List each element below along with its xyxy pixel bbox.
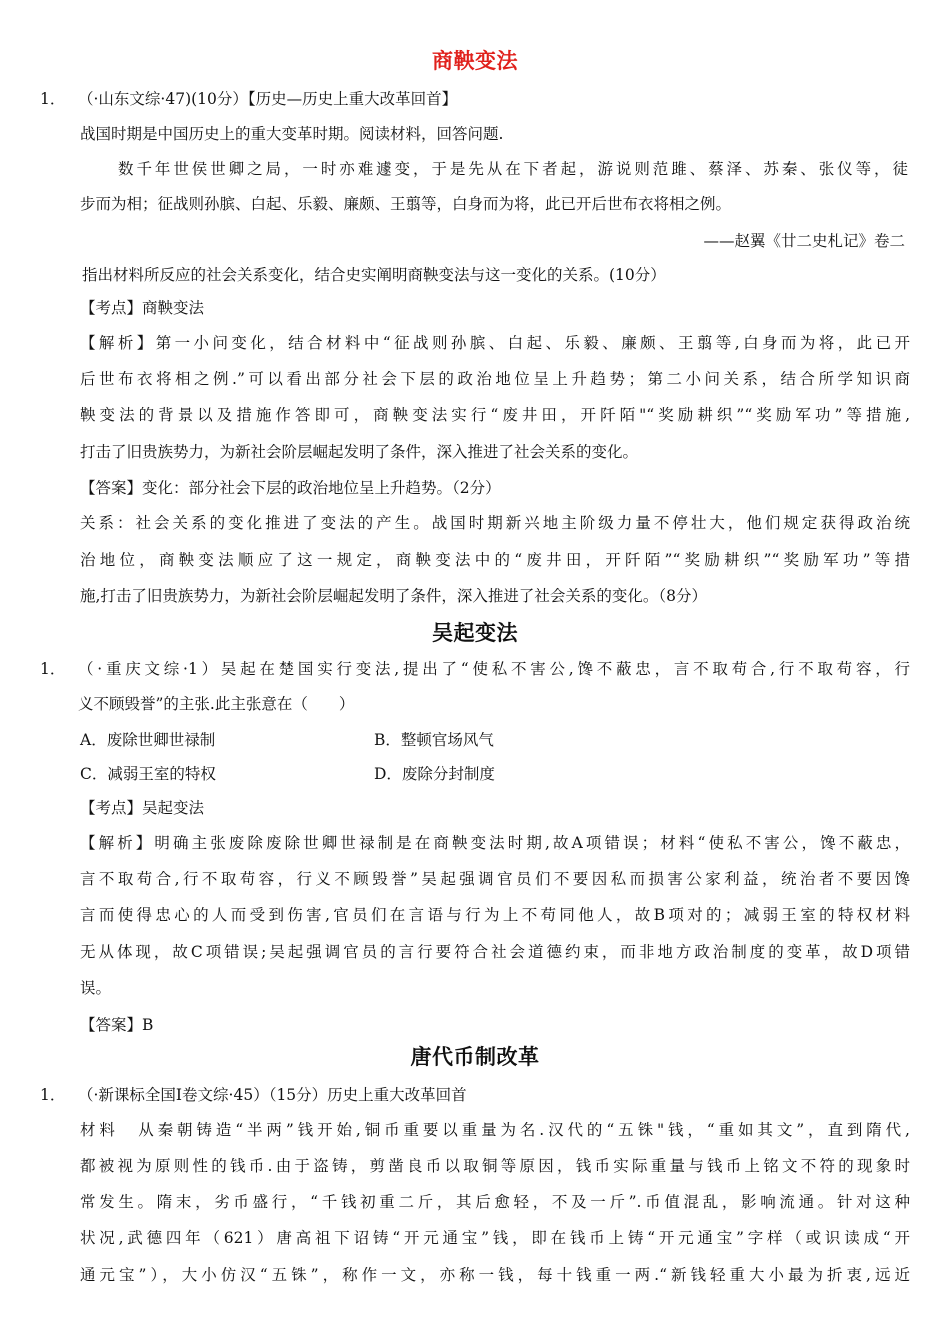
question-header: （·新课标全国Ⅰ卷文综·45）（15分）历史上重大改革回首 — [78, 1086, 467, 1104]
option-d: D．废除分封制度 — [374, 765, 495, 783]
kaodian-label: 【考点】吴起变法 — [80, 799, 205, 817]
material-source: ——赵翼《廿二史札记》卷二 — [703, 232, 905, 250]
material-line: 状况,武德四年（621）唐高祖下诏铸“开元通宝”钱，即在钱币上铸“开元通宝”字样（或识读成“开 — [80, 1229, 910, 1247]
jiexi-line: 鞅变法的背景以及措施作答即可，商鞅变法实行“废井田，开阡陌"“奖励耕织”“奖励军功”等措施, — [80, 406, 910, 424]
material-line: 数千年世侯世卿之局，一时亦难遽变，于是先从在下者起，游说则范雎、蔡泽、苏秦、张仪等，徒 — [118, 160, 908, 178]
material-line: 通元宝”），大小仿汉“五铢”，称作一文，亦称一钱，每十钱重一两.“新钱轻重大小最为折衷,远近 — [80, 1266, 910, 1284]
question-prompt: 指出材料所反应的社会关系变化，结合史实阐明商鞅变法与这一变化的关系。(10分） — [82, 266, 666, 284]
question-number: 1． — [40, 660, 66, 678]
option-c: C．减弱王室的特权 — [80, 765, 216, 783]
jiexi-line: 【解析】第一小问变化，结合材料中“征战则孙膑、白起、乐毅、廉颇、王翦等,白身而为将，此已开 — [80, 334, 910, 352]
section-title-shangyang: 商鞅变法 — [432, 49, 518, 73]
answer-line: 【答案】变化：部分社会下层的政治地位呈上升趋势。（2分） — [80, 479, 501, 497]
material-line: 常发生。隋末，劣币盛行，“千钱初重二斤，其后愈轻，不及一斤”.币值混乱，影响流通。针对这种 — [80, 1193, 910, 1211]
question-header: （·山东文综·47)(10分）【历史—历史上重大改革回首】 — [78, 90, 458, 108]
answer-line: 施,打击了旧贵族势力，为新社会阶层崛起发明了条件，深入推进了社会关系的变化。（8分） — [80, 587, 708, 605]
question-line: 义不顾毁誉”的主张.此主张意在（ ） — [78, 695, 355, 713]
answer-line: 【答案】B — [80, 1016, 154, 1034]
jiexi-line: 言不取苟合,行不取苟容，行义不顾毁誉”吴起强调官员们不要因私而损害公家利益，统治者不要因馋 — [80, 870, 910, 888]
question-number: 1． — [40, 90, 66, 108]
jiexi-line: 后世布衣将相之例.”可以看出部分社会下层的政治地位呈上升趋势；第二小问关系，结合所学知识商 — [80, 370, 910, 388]
question-number: 1． — [40, 1086, 66, 1104]
section-title-wuqi: 吴起变法 — [432, 621, 518, 645]
material-line: 材料 从秦朝铸造“半两”钱开始,铜币重要以重量为名.汉代的“五铢"钱，“重如其文”，直到隋代, — [80, 1121, 910, 1139]
jiexi-line: 误。 — [80, 979, 112, 997]
option-a: A．废除世卿世禄制 — [80, 731, 216, 749]
answer-line: 关系：社会关系的变化推进了变法的产生。战国时期新兴地主阶级力量不停壮大，他们规定获得政治统 — [80, 514, 910, 532]
answer-line: 治地位，商鞅变法顺应了这一规定，商鞅变法中的“废井田，开阡陌”“奖励耕织”“奖励军功”等措 — [80, 551, 910, 569]
question-intro: 战国时期是中国历史上的重大变革时期。阅读材料，回答问题. — [80, 125, 504, 143]
section-title-tang-currency: 唐代币制改革 — [410, 1045, 540, 1069]
jiexi-line: 言而使得忠心的人而受到伤害,官员们在言语与行为上不苟同他人，故B项对的；减弱王室的特权材料 — [80, 906, 910, 924]
question-line: （·重庆文综·1）吴起在楚国实行变法,提出了“使私不害公,馋不蔽忠，言不取苟合,行不取苟容，行 — [78, 660, 910, 678]
material-line: 步而为相；征战则孙膑、白起、乐毅、廉颇、王翦等，白身而为将，此已开后世布衣将相之例。 — [80, 195, 732, 213]
jiexi-line: 【解析】明确主张废除废除世卿世禄制是在商鞅变法时期,故A项错误；材料“使私不害公，馋不蔽忠， — [80, 834, 910, 852]
kaodian-label: 【考点】商鞅变法 — [80, 299, 205, 317]
option-b: B．整顿官场风气 — [374, 731, 494, 749]
jiexi-line: 打击了旧贵族势力，为新社会阶层崛起发明了条件，深入推进了社会关系的变化。 — [80, 443, 639, 461]
material-line: 都被视为原则性的钱币.由于盗铸，剪凿良币以取铜等原因，钱币实际重量与钱币上铭文不符的现象时 — [80, 1157, 910, 1175]
jiexi-line: 无从体现，故C项错误;吴起强调官员的言行要符合社会道德约束，而非地方政治制度的变革，故D项错 — [80, 943, 910, 961]
